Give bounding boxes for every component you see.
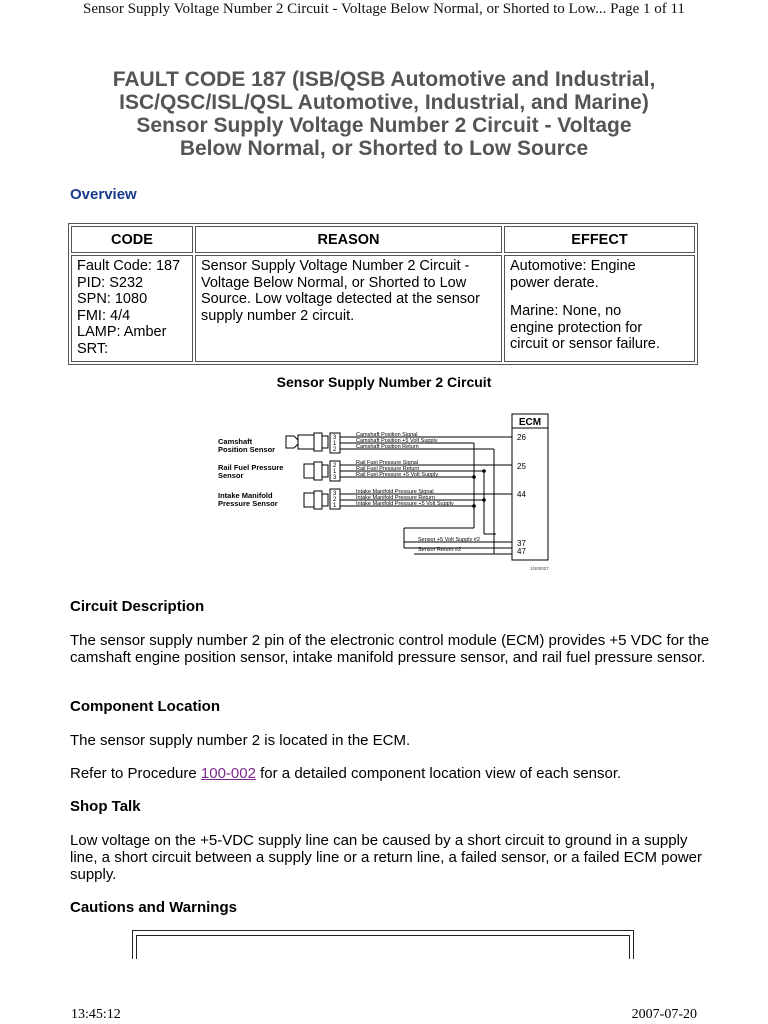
signal-label: Intake Manifold Pressure Return [356,495,435,501]
pin-number: 1 [333,469,337,475]
return-label: Sensor Return #2 [418,547,462,553]
signal-label: Rail Fuel Pressure Signal [356,460,419,466]
sensor-name-line: Rail Fuel Pressure [218,463,284,472]
intake-sensor-icon [304,491,328,509]
ecm-pin-44: 44 [517,490,526,499]
print-header: Sensor Supply Voltage Number 2 Circuit - Voltage Below Normal, or Shorted to Low... Page 1 of 11 [83,1,685,17]
pin-number: 2 [333,497,337,503]
sensor-label-intake [218,491,278,508]
figure-id: 1f400027 [530,566,549,571]
procedure-link[interactable]: 100-002 [200,765,256,782]
circuit-description-heading: Circuit Description [70,598,205,615]
fault-code-table [68,223,698,365]
shop-talk-text: Low voltage on the +5-VDC supply line can be caused by a short circuit to ground in a supply line, a short circuit between a supply line or a return line, a failed sensor, or a failed ECM power supply. [70,832,702,883]
reason-line: Source. Low voltage detected at the sensor [201,291,480,307]
refer-suffix: for a detailed component location view of each sensor. [255,765,622,782]
supply-label: Sensor +5 Volt Supply #2 [418,537,480,543]
ecm-pin-25: 25 [517,462,526,471]
code-line: SRT: [77,340,109,357]
title-line-3: Sensor Supply Voltage Number 2 Circuit - Voltage [136,114,632,137]
rail-fuel-sensor-icon [304,462,328,480]
effect-line: engine protection for [510,319,643,336]
reason-line: Voltage Below Normal, or Shorted to Low [201,274,467,291]
sensor-label-camshaft [218,437,275,454]
header-reason: REASON [195,226,502,253]
cell-reason [195,255,502,362]
reason-line: Sensor Supply Voltage Number 2 Circuit - [201,258,470,274]
header-code: CODE [71,226,193,253]
code-line: LAMP: Amber [77,324,167,340]
diagram-title: Sensor Supply Number 2 Circuit [276,374,492,390]
cautions-box [132,930,634,959]
code-line: PID: S232 [77,274,144,291]
cautions-heading: Cautions and Warnings [70,899,237,916]
cell-code [71,255,193,362]
shop-talk-heading: Shop Talk [70,798,141,815]
sensor-name-line: Sensor [218,471,244,480]
signal-label: Camshaft Position Signal [356,432,418,438]
signal-label: Camshaft Position +5 Volt Supply [356,438,438,444]
refer-prefix: Refer to Procedure [70,765,201,782]
pin-number: 3 [333,475,337,481]
effect-line: power derate. [510,274,599,291]
sensor-name-line: Pressure Sensor [218,499,278,508]
title-line-1: FAULT CODE 187 (ISB/QSB Automotive and Industrial, [112,68,656,91]
cell-effect [504,255,695,362]
footer-date: 2007-07-20 [631,1007,697,1022]
footer-time: 13:45:12 [71,1007,121,1022]
pin-number: 1 [333,503,337,509]
pin-number: 3 [333,435,337,441]
ecm-pin-37: 37 [517,539,526,548]
circuit-diagram [0,400,768,600]
overview-heading: Overview [70,186,137,203]
title-line-2: ISC/QSC/ISL/QSL Automotive, Industrial, and Marine) [119,91,649,114]
title-line-4: Below Normal, or Shorted to Low Source [179,137,589,160]
code-line: SPN: 1080 [77,291,148,307]
component-location-heading: Component Location [70,698,220,715]
camshaft-sensor-icon [286,433,328,451]
pin-number: 2 [333,463,337,469]
refer-procedure-text [70,765,710,782]
component-location-text: The sensor supply number 2 is located in the ECM. [70,732,411,749]
reason-line: supply number 2 circuit. [201,307,355,324]
header-effect: EFFECT [504,226,695,253]
circuit-description-text: The sensor supply number 2 pin of the electronic control module (ECM) provides +5 VDC for the camshaft engine position sensor, intake manifold pressure sensor, and rail fuel pressure sensor. [70,632,710,666]
signal-label: Camshaft Position Return [356,444,419,450]
page-title [40,68,728,160]
signal-label: Rail Fuel Pressure Return [356,466,420,472]
signal-label: Rail Fuel Pressure +5 Volt Supply [356,472,439,478]
sensor-name-line: Intake Manifold [218,491,273,500]
pin-number: 2 [333,447,337,453]
code-line: Fault Code: 187 [77,258,181,274]
signal-label: Intake Manifold Pressure +5 Volt Supply [356,501,454,507]
effect-line: Automotive: Engine [510,258,636,274]
sensor-name-line: Camshaft [218,437,253,446]
effect-line: circuit or sensor failure. [510,336,660,352]
ecm-pin-47: 47 [517,547,526,556]
pin-number: 3 [333,491,337,497]
effect-spacer [510,291,689,303]
sensor-name-line: Position Sensor [218,445,276,454]
ecm-pin-26: 26 [517,433,526,442]
signal-label: Intake Manifold Pressure Signal [356,489,434,495]
ecm-label: ECM [518,417,542,428]
code-line: FMI: 4/4 [77,307,131,324]
pin-number: 1 [333,441,337,447]
sensor-label-rail-fuel [218,463,286,480]
effect-line: Marine: None, no [510,303,622,319]
